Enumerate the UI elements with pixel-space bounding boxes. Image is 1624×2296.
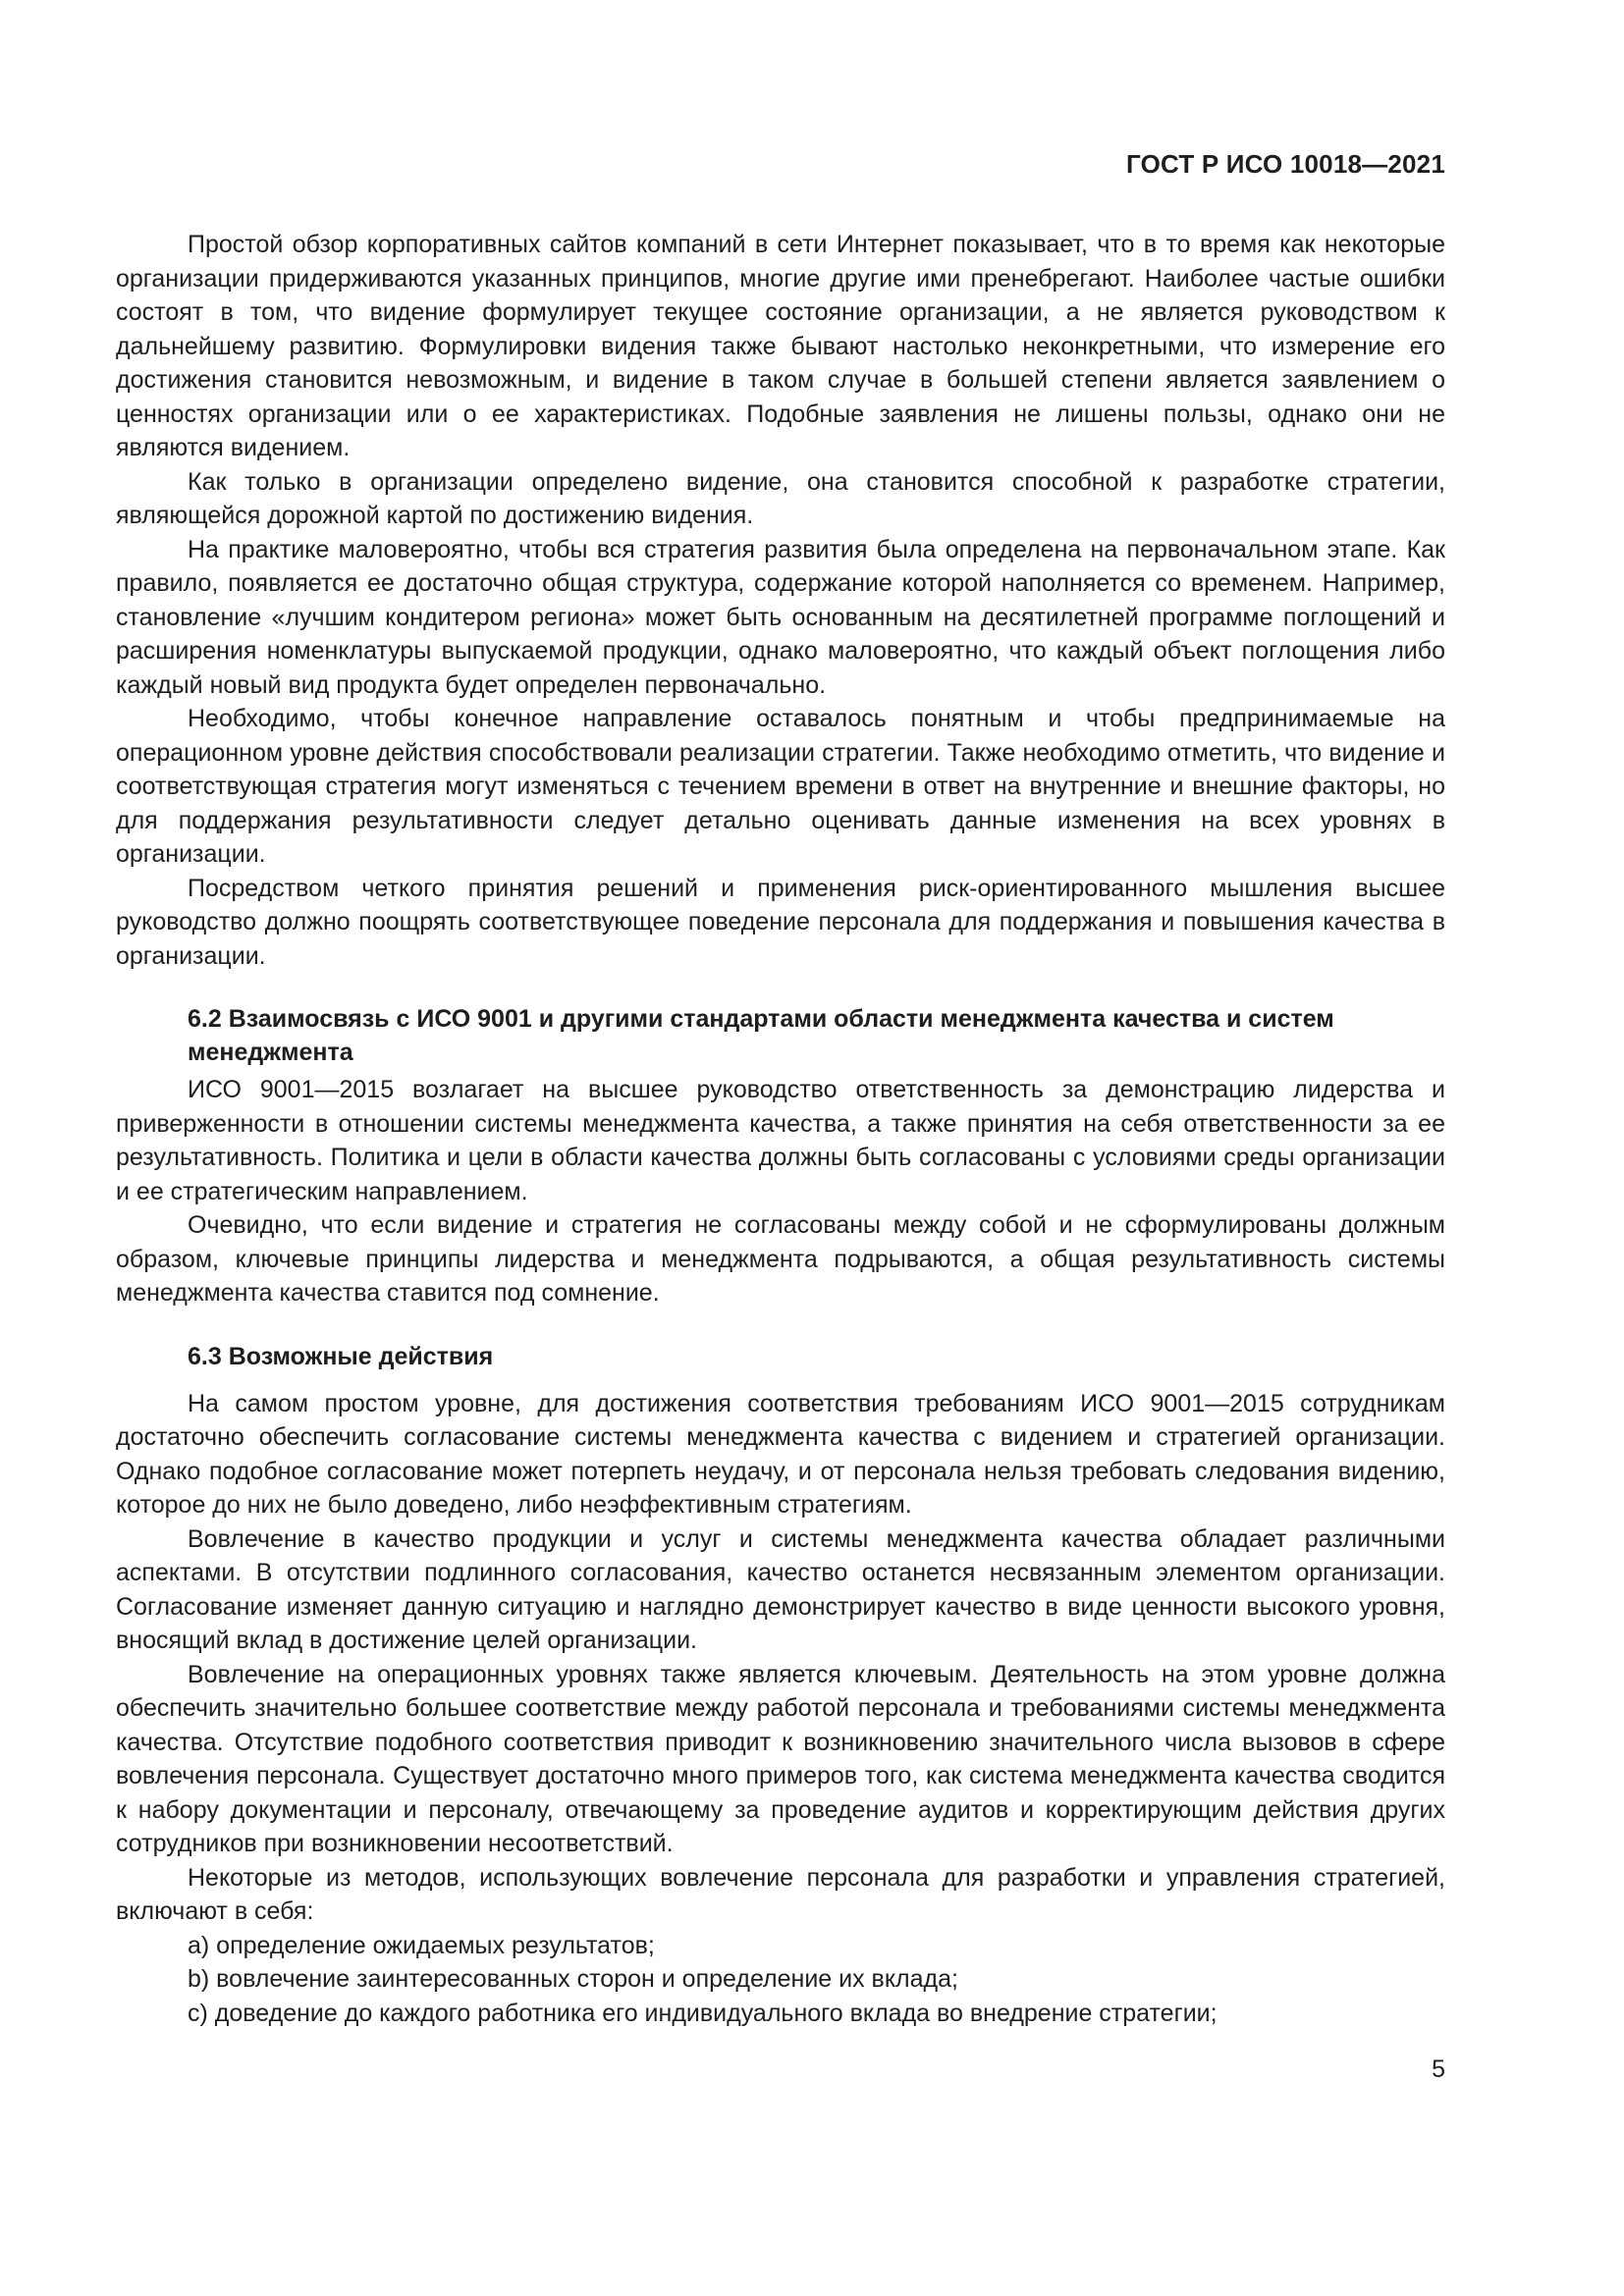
body-paragraph: На практике маловероятно, чтобы вся стратегия развития была определена на первоначальном этапе. Как правило, появляется ее достаточно общая структура, содержание которой наполняется со временем. Например, становление «лучшим кондитером региона» может быть основанным на десятилетней программе поглощений и расширения номенклатуры выпускаемой продукции, однако маловероятно, что каждый объект поглощения либо каждый новый вид продукта будет определен первоначально. bbox=[116, 535, 1445, 699]
section-heading-6-3: 6.3 Возможные действия bbox=[188, 1342, 494, 1370]
body-paragraph: Некоторые из методов, использующих вовлечение персонала для разработки и управления стратегией, включают в себя: bbox=[116, 1863, 1445, 1925]
body-paragraph: Как только в организации определено видение, она становится способной к разработке стратегии, являющейся дорожной картой по достижению видения. bbox=[116, 467, 1445, 529]
body-paragraph: Очевидно, что если видение и стратегия не согласованы между собой и не сформулированы должным образом, ключевые принципы лидерства и менеджмента подрываются, а общая результативность системы менеджмента качества ставится под сомнение. bbox=[116, 1211, 1445, 1307]
body-paragraph: Необходимо, чтобы конечное направление оставалось понятным и чтобы предпринимаемые на операционном уровне действия способствовали реализации стратегии. Также необходимо отметить, что видение и соответствующая стратегия могут изменяться с течением времени в ответ на внутренние и внешние факторы, но для поддержания результативности следует детально оценивать данные изменения на всех уровнях в организации. bbox=[116, 705, 1445, 868]
list-item: b) вовлечение заинтересованных сторон и определение их вклада; bbox=[188, 1965, 958, 1993]
body-paragraph: Посредством четкого принятия решений и применения риск-ориентированного мышления высшее руководство должно поощрять соответствующее поведение персонала для поддержания и повышения качества в организации. bbox=[116, 874, 1445, 970]
body-paragraph: На самом простом уровне, для достижения соответствия требованиям ИСО 9001—2015 сотрудникам достаточно обеспечить согласование системы менеджмента качества с видением и стратегией организации. Однако подобное согласование может потерпеть неудачу, и от персонала нельзя требовать следования видению, которое до них не было доведено, либо неэффективным стратегиям. bbox=[116, 1389, 1445, 1519]
list-item: а) определение ожидаемых результатов; bbox=[188, 1931, 655, 1959]
body-paragraph: Вовлечение на операционных уровнях также является ключевым. Деятельность на этом уровне должна обеспечить значительно большее соответствие между работой персонала и требованиями системы менеджмента качества. Отсутствие подобного соответствия приводит к возникновению значительного числа вызовов в сфере вовлечения персонала. Существует достаточно много примеров того, как система менеджмента качества сводится к набору документации и персоналу, отвечающему за проведение аудитов и корректирующим действия других сотрудников при возникновении несоответствий. bbox=[116, 1660, 1445, 1857]
body-paragraph: Вовлечение в качество продукции и услуг и системы менеджмента качества обладает различными аспектами. В отсутствии подлинного согласования, качество останется несвязанным элементом организации. Согласование изменяет данную ситуацию и наглядно демонстрирует качество в виде ценности высокого уровня, вносящий вклад в достижение целей организации. bbox=[116, 1524, 1445, 1654]
page-body bbox=[116, 228, 1445, 2030]
page-number: 5 bbox=[1432, 2056, 1445, 2083]
list-item: c) доведение до каждого работника его индивидуального вклада во внедрение стратегии; bbox=[188, 1999, 1218, 2027]
document-code-header: ГОСТ Р ИСО 10018—2021 bbox=[1125, 149, 1445, 179]
section-heading-6-2: 6.2 Взаимосвязь с ИСО 9001 и другими стандартами области менеджмента качества и систем менеджмента bbox=[188, 1005, 1334, 1066]
body-paragraph: ИСО 9001—2015 возлагает на высшее руководство ответственность за демонстрацию лидерства и приверженности в отношении системы менеджмента качества, а также принятия на себя ответственности за ее результативность. Политика и цели в области качества должны быть согласованы с условиями среды организации и ее стратегическим направлением. bbox=[116, 1076, 1445, 1205]
body-paragraph: Простой обзор корпоративных сайтов компаний в сети Интернет показывает, что в то время как некоторые организации придерживаются указанных принципов, многие другие ими пренебрегают. Наиболее частые ошибки состоят в том, что видение формулирует текущее состояние организации, а не является руководством к дальнейшему развитию. Формулировки видения также бывают настолько неконкретными, что измерение его достижения становится невозможным, и видение в таком случае в большей степени является заявлением о ценностях организации или о ее характеристиках. Подобные заявления не лишены пользы, однако они не являются видением. bbox=[116, 231, 1445, 461]
